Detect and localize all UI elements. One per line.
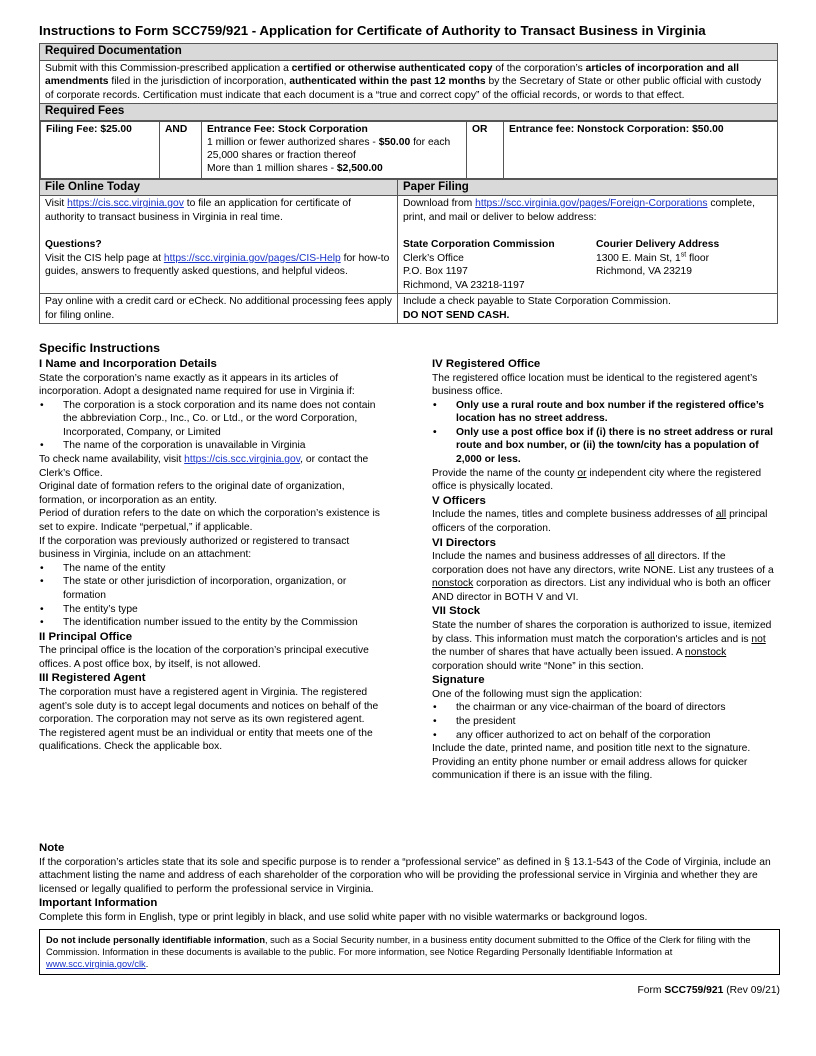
list-item: • The corporation is a stock corporation and its name does not contain the abbreviation Corp., Inc., Co. or Ltd., or the word Corporation, Incorporated, Company, or Limited [40, 399, 376, 438]
signature-details: Include the date, printed name, and position title next to the signature. Providing an entity phone number or email address allows for quicker communication if there is an issue with the filing. [432, 743, 751, 782]
stock-text: State the number of shares the corporation is authorized to issue, itemized by class. This information must match the corporation's articles and is not the number of shares that have actually been issued. A nonstock corporation should write “None” in this section. [432, 619, 772, 672]
section-3-heading: III Registered Agent [39, 672, 146, 685]
directors-text: Include the names and business addresses of all directors. If the corporation does not have any directors, write NONE. List any trustees of a nonstock corporation as directors. List any individual who is both an officer AND director in BOTH V and VI. [432, 551, 774, 603]
signer-list [432, 701, 780, 742]
list-item: • the president [433, 715, 516, 727]
clk-link[interactable]: www.scc.virginia.gov/clk [46, 959, 146, 969]
required-documentation-text: Submit with this Commission-prescribed application a certified or otherwise authenticated copy of the corporation’s articles of incorporation and all amendments filed in the jurisdiction of incorporation, authenticated within the past 12 months by the Secretary of State or other public official with custody of corporate records. Certification must indicate that each document is a “true and correct copy” of the official records, or words to that effect. [40, 60, 778, 104]
section-1-heading: I Name and Incorporation Details [39, 358, 217, 370]
specific-instructions-title: Specific Instructions [39, 341, 160, 355]
required-fees-heading: Required Fees [40, 104, 778, 121]
required-documentation-heading: Required Documentation [40, 44, 778, 61]
list-item: • The entity’s type [40, 603, 138, 615]
check-payable-note: Include a check payable to State Corporation Commission. DO NOT SEND CASH. [398, 294, 778, 324]
courier-address: Courier Delivery Address 1300 E. Main St, 1st floor Richmond, VA 23219 [596, 239, 720, 277]
list-item: • The state or other jurisdiction of incorporation, organization, or formation [40, 576, 347, 601]
list-item: • Only use a rural route and box number if the registered office’s location has no street address. [433, 399, 765, 425]
section-4-heading: IV Registered Office [432, 358, 541, 370]
note-section [39, 841, 779, 924]
fees-and: AND [160, 121, 202, 178]
note-text: If the corporation’s articles state that its sole and specific purpose is to render a “professional service” as defined in § 13.1-543 of the Code of Virginia, include an attachment listing the name and address of each shareholder of the corporation who will be providing the professional service in Virginia and whether they are licensed or legally qualified to perform the professional service in Virginia. [39, 856, 771, 895]
left-column [39, 357, 384, 754]
form-footer: Form SCC759/921 (Rev 09/21) [637, 985, 780, 996]
entrance-fee-nonstock: Entrance fee: Nonstock Corporation: $50.00 [504, 121, 778, 178]
registered-office-list [432, 399, 780, 467]
pii-notice: Do not include personally identifiable information, such as a Social Security number, in a business entity document submitted to the Office of the Clerk for filing with the Commission. Information in these documents is available to the public. For more information, see Notice Regarding Personally Identifiable Information at www.scc.virginia.gov/clk. [39, 929, 780, 975]
section-5-heading: V Officers [432, 494, 486, 507]
attachment-list [39, 562, 384, 630]
filing-fee: Filing Fee: $25.00 [41, 121, 160, 178]
county-text: Provide the name of the county or independent city where the registered office is physically located. [432, 467, 762, 493]
entrance-fee-stock: Entrance Fee: Stock Corporation 1 million or fewer authorized shares - $50.00 for each 25,000 shares or fraction thereof More than 1 million shares - $2,500.00 [202, 121, 467, 178]
registered-office-text: The registered office location must be identical to the registered agent’s business office. [432, 372, 758, 398]
required-fees-row [40, 120, 778, 179]
important-heading: Important Information [39, 897, 158, 910]
right-column [432, 357, 780, 783]
list-item: • The name of the corporation is unavailable in Virginia [40, 440, 306, 452]
cis-name-link[interactable]: https://cis.scc.virginia.gov [184, 454, 301, 466]
list-item: • The identification number issued to the entity by the Commission [40, 617, 358, 629]
principal-office-text: The principal office is the location of the corporation’s principal executive offices. A post office box, by itself, is not allowed. [39, 645, 369, 670]
important-text: Complete this form in English, type or print legibly in black, and use solid white paper with no visible watermarks or background logos. [39, 911, 648, 923]
mailing-address: State Corporation Commission Clerk’s Office P.O. Box 1197 Richmond, VA 23218-1197 [403, 239, 555, 291]
questions-heading: Questions? [45, 239, 102, 250]
previous-registration-text: If the corporation was previously authorized or registered to transact business in Virginia, include on an attachment: [39, 535, 350, 561]
original-date-text: Original date of formation refers to the original date of organization, formation, or incorporation as an entity. [39, 481, 345, 506]
name-availability: To check name availability, visit https://cis.scc.virginia.gov, or contact the Clerk’s Office. [39, 454, 369, 479]
note-heading: Note [39, 842, 65, 854]
foreign-corporations-link[interactable]: https://scc.virginia.gov/pages/Foreign-Corporations [475, 198, 708, 209]
signature-heading: Signature [432, 674, 485, 687]
list-item: • the chairman or any vice-chairman of the board of directors [433, 702, 726, 714]
pay-online-note: Pay online with a credit card or eCheck. No additional processing fees apply for filing online. [40, 294, 398, 324]
info-table [39, 43, 778, 324]
period-duration-text: Period of duration refers to the date on which the corporation’s existence is set to expire. Indicate “perpetual,” if applicable. [39, 508, 380, 534]
page-title: Instructions to Form SCC759/921 - Application for Certificate of Authority to Transact Business in Virginia [39, 23, 706, 38]
cis-link[interactable]: https://cis.scc.virginia.gov [67, 198, 184, 209]
file-online-heading: File Online Today [40, 179, 398, 196]
list-item: • The name of the entity [40, 562, 166, 574]
registered-agent-text: The corporation must have a registered agent in Virginia. The registered agent’s sole duty is to accept legal documents and notices on behalf of the corporation. The corporation may not serve as its own registered agent. The registered agent must be an individual or entity that meets one of the qualifications. Check the applicable box. [39, 686, 379, 753]
officers-text: Include the names, titles and complete business addresses of all principal officers of the corporation. [432, 509, 768, 534]
list-item: • Only use a post office box if (i) there is no street address or rural route and box number, or (ii) the town/city has a population of 2,000 or less. [433, 426, 773, 466]
file-online-body: Visit https://cis.scc.virginia.gov to file an application for certificate of authority to transact business in Virginia in real time. Questions? Visit the CIS help page at https://scc.virginia.gov/pages/CIS-Help for how-to guides, answers to frequently asked questions, and helpful videos. [40, 196, 398, 294]
signature-intro: One of the following must sign the application: [432, 688, 643, 700]
paper-filing-body: Download from https://scc.virginia.gov/pages/Foreign-Corporations complete, print, and mail or deliver to below address: State Corporation Commission Clerk’s Office P.O. Box 1197 Richmond, VA 23218-1197 Courier Delivery Address 1300 E. Main St, 1st floor Richmond, VA 23219 [398, 196, 778, 294]
fees-or: OR [467, 121, 504, 178]
designated-name-list [39, 399, 384, 453]
section-1-intro: State the corporation’s name exactly as it appears in its articles of incorporation. Adopt a designated name required for use in Virginia if: [39, 372, 355, 398]
cis-help-link[interactable]: https://scc.virginia.gov/pages/CIS-Help [163, 252, 341, 264]
section-2-heading: II Principal Office [39, 630, 133, 643]
section-7-heading: VII Stock [432, 605, 481, 618]
paper-filing-heading: Paper Filing [398, 179, 778, 196]
list-item: • any officer authorized to act on behalf of the corporation [433, 729, 711, 741]
section-6-heading: VI Directors [432, 536, 496, 549]
